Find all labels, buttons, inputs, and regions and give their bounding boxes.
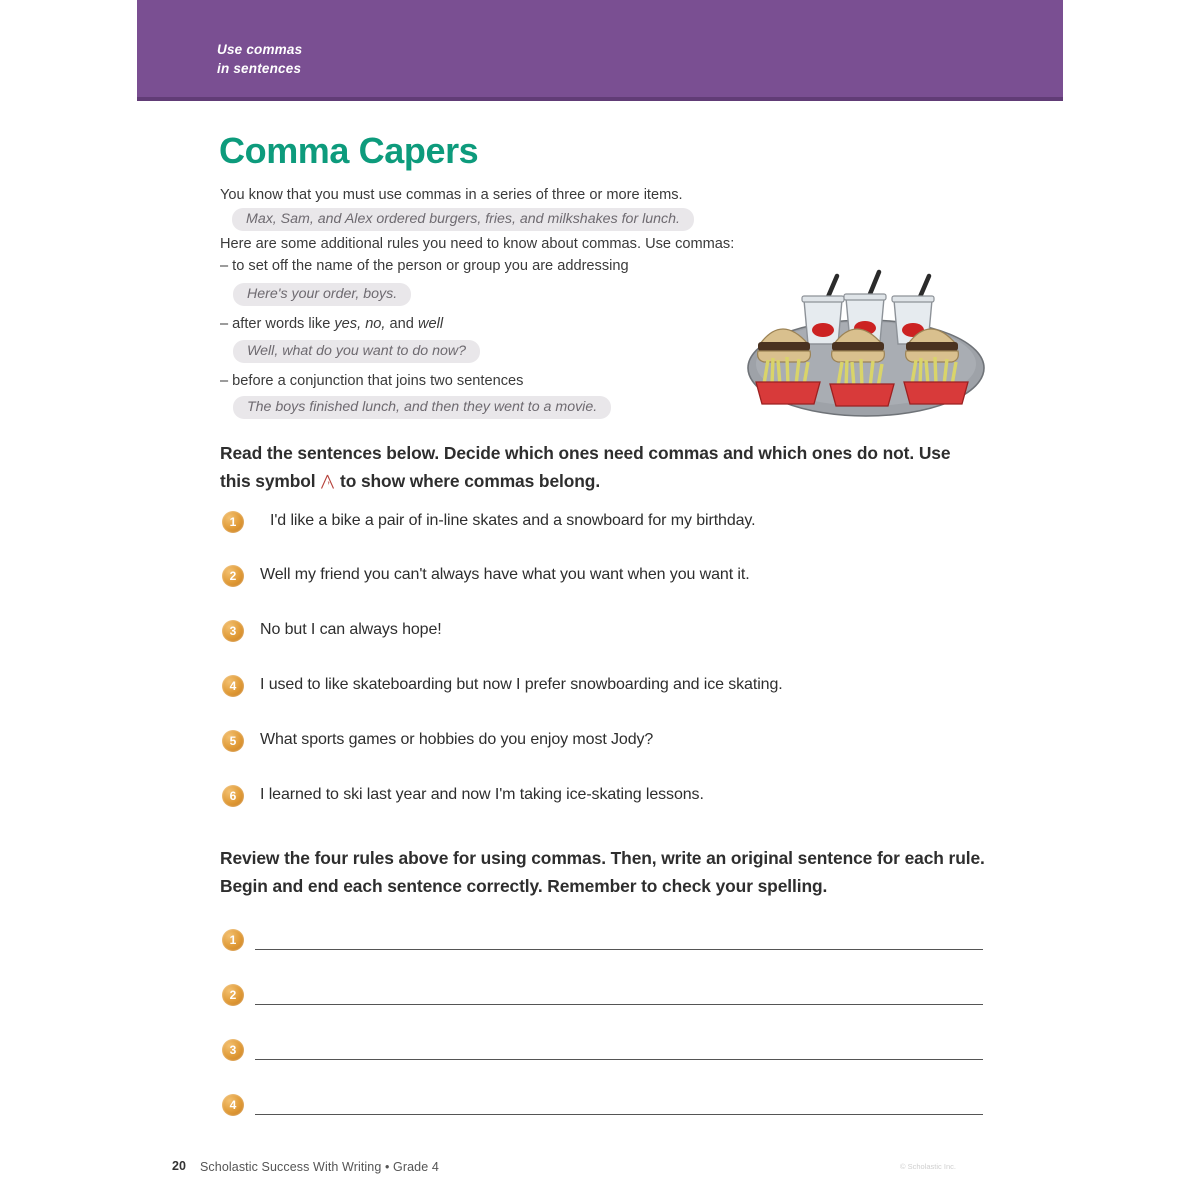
exercise-number-badge: 5 <box>222 730 244 752</box>
example-2-row <box>233 340 480 363</box>
lesson-topic-line-1: Use commas <box>217 42 303 57</box>
answer-write-line[interactable] <box>255 1004 983 1005</box>
rule-1-text: – to set off the name of the person or group you are addressing <box>220 258 629 274</box>
header-band-bottom-edge <box>137 97 1063 101</box>
instruction-1-text-a: Read the sentences below. Decide which ones need commas and which ones do not. Use this symbol <box>220 443 951 491</box>
exercise-number-badge: 3 <box>222 620 244 642</box>
tray-illustration <box>742 252 990 424</box>
answer-write-line[interactable] <box>255 1059 983 1060</box>
rules-intro-text: Here are some additional rules you need to know about commas. Use commas: <box>220 236 735 252</box>
exercise-number-badge: 2 <box>222 565 244 587</box>
footer-book-title: Scholastic Success With Writing • Grade 4 <box>200 1160 439 1174</box>
caret-comma-icon <box>320 471 335 488</box>
lesson-topic-line-2: in sentences <box>217 61 302 77</box>
rule-3-text: – before a conjunction that joins two sentences <box>220 373 524 389</box>
example-series-row <box>232 208 694 231</box>
answer-line-item-3 <box>222 1039 982 1069</box>
example-series-text: Max, Sam, and Alex ordered burgers, fries, and milkshakes for lunch. <box>232 208 694 231</box>
answer-write-line[interactable] <box>255 949 983 950</box>
exercise-sentence[interactable]: Well my friend you can't always have what you want when you want it. <box>260 566 750 583</box>
example-1-text: Here's your order, boys. <box>233 283 411 306</box>
exercise-item-2 <box>222 565 982 595</box>
answer-number-badge: 1 <box>222 929 244 951</box>
example-2-text: Well, what do you want to do now? <box>233 340 480 363</box>
exercise-item-5 <box>222 730 982 760</box>
rule-2-prefix: – after words like <box>220 316 335 332</box>
footer-copyright: © Scholastic Inc. <box>900 1162 956 1171</box>
exercise-sentence[interactable]: I learned to ski last year and now I'm taking ice-skating lessons. <box>260 786 704 803</box>
exercise-item-6 <box>222 785 982 815</box>
exercise-sentence[interactable]: What sports games or hobbies do you enjoy most Jody? <box>260 731 654 748</box>
exercise-item-4 <box>222 675 982 705</box>
answer-number-badge: 4 <box>222 1094 244 1116</box>
exercise-item-1 <box>222 511 982 541</box>
answer-line-item-2 <box>222 984 982 1014</box>
instruction-paragraph-2: Review the four rules above for using commas. Then, write an original sentence for each rule. Begin and end each sentence correctly. Remember to check your spelling. <box>220 848 985 896</box>
instruction-paragraph-1 <box>220 440 985 495</box>
exercise-sentence[interactable]: No but I can always hope! <box>260 621 442 638</box>
milkshake-glass-1 <box>802 276 844 344</box>
instruction-1-text-b: to show where commas belong. <box>340 470 601 491</box>
exercise-sentence[interactable]: I'd like a bike a pair of in-line skates and a snowboard for my birthday. <box>270 512 756 529</box>
example-1-row <box>233 283 411 306</box>
exercise-item-3 <box>222 620 982 650</box>
exercise-sentence[interactable]: I used to like skateboarding but now I prefer snowboarding and ice skating. <box>260 676 783 693</box>
answer-write-line[interactable] <box>255 1114 983 1115</box>
answer-line-item-1 <box>222 929 982 959</box>
page-title: Comma Capers <box>219 130 479 171</box>
rule-2-italic-word-2: well <box>417 316 444 332</box>
exercise-number-badge: 1 <box>222 511 244 533</box>
example-3-text: The boys finished lunch, and then they went to a movie. <box>233 396 611 419</box>
exercise-number-badge: 6 <box>222 785 244 807</box>
lesson-topic-label <box>217 40 517 78</box>
rule-2-middle: and <box>385 316 418 332</box>
exercise-number-badge: 4 <box>222 675 244 697</box>
footer-page-number: 20 <box>172 1159 186 1173</box>
answer-line-item-4 <box>222 1094 982 1124</box>
intro-paragraph: You know that you must use commas in a series of three or more items. <box>220 187 683 203</box>
rule-2-italic-words: yes, no, <box>334 316 386 332</box>
answer-number-badge: 2 <box>222 984 244 1006</box>
answer-number-badge: 3 <box>222 1039 244 1061</box>
example-3-row <box>233 396 611 419</box>
